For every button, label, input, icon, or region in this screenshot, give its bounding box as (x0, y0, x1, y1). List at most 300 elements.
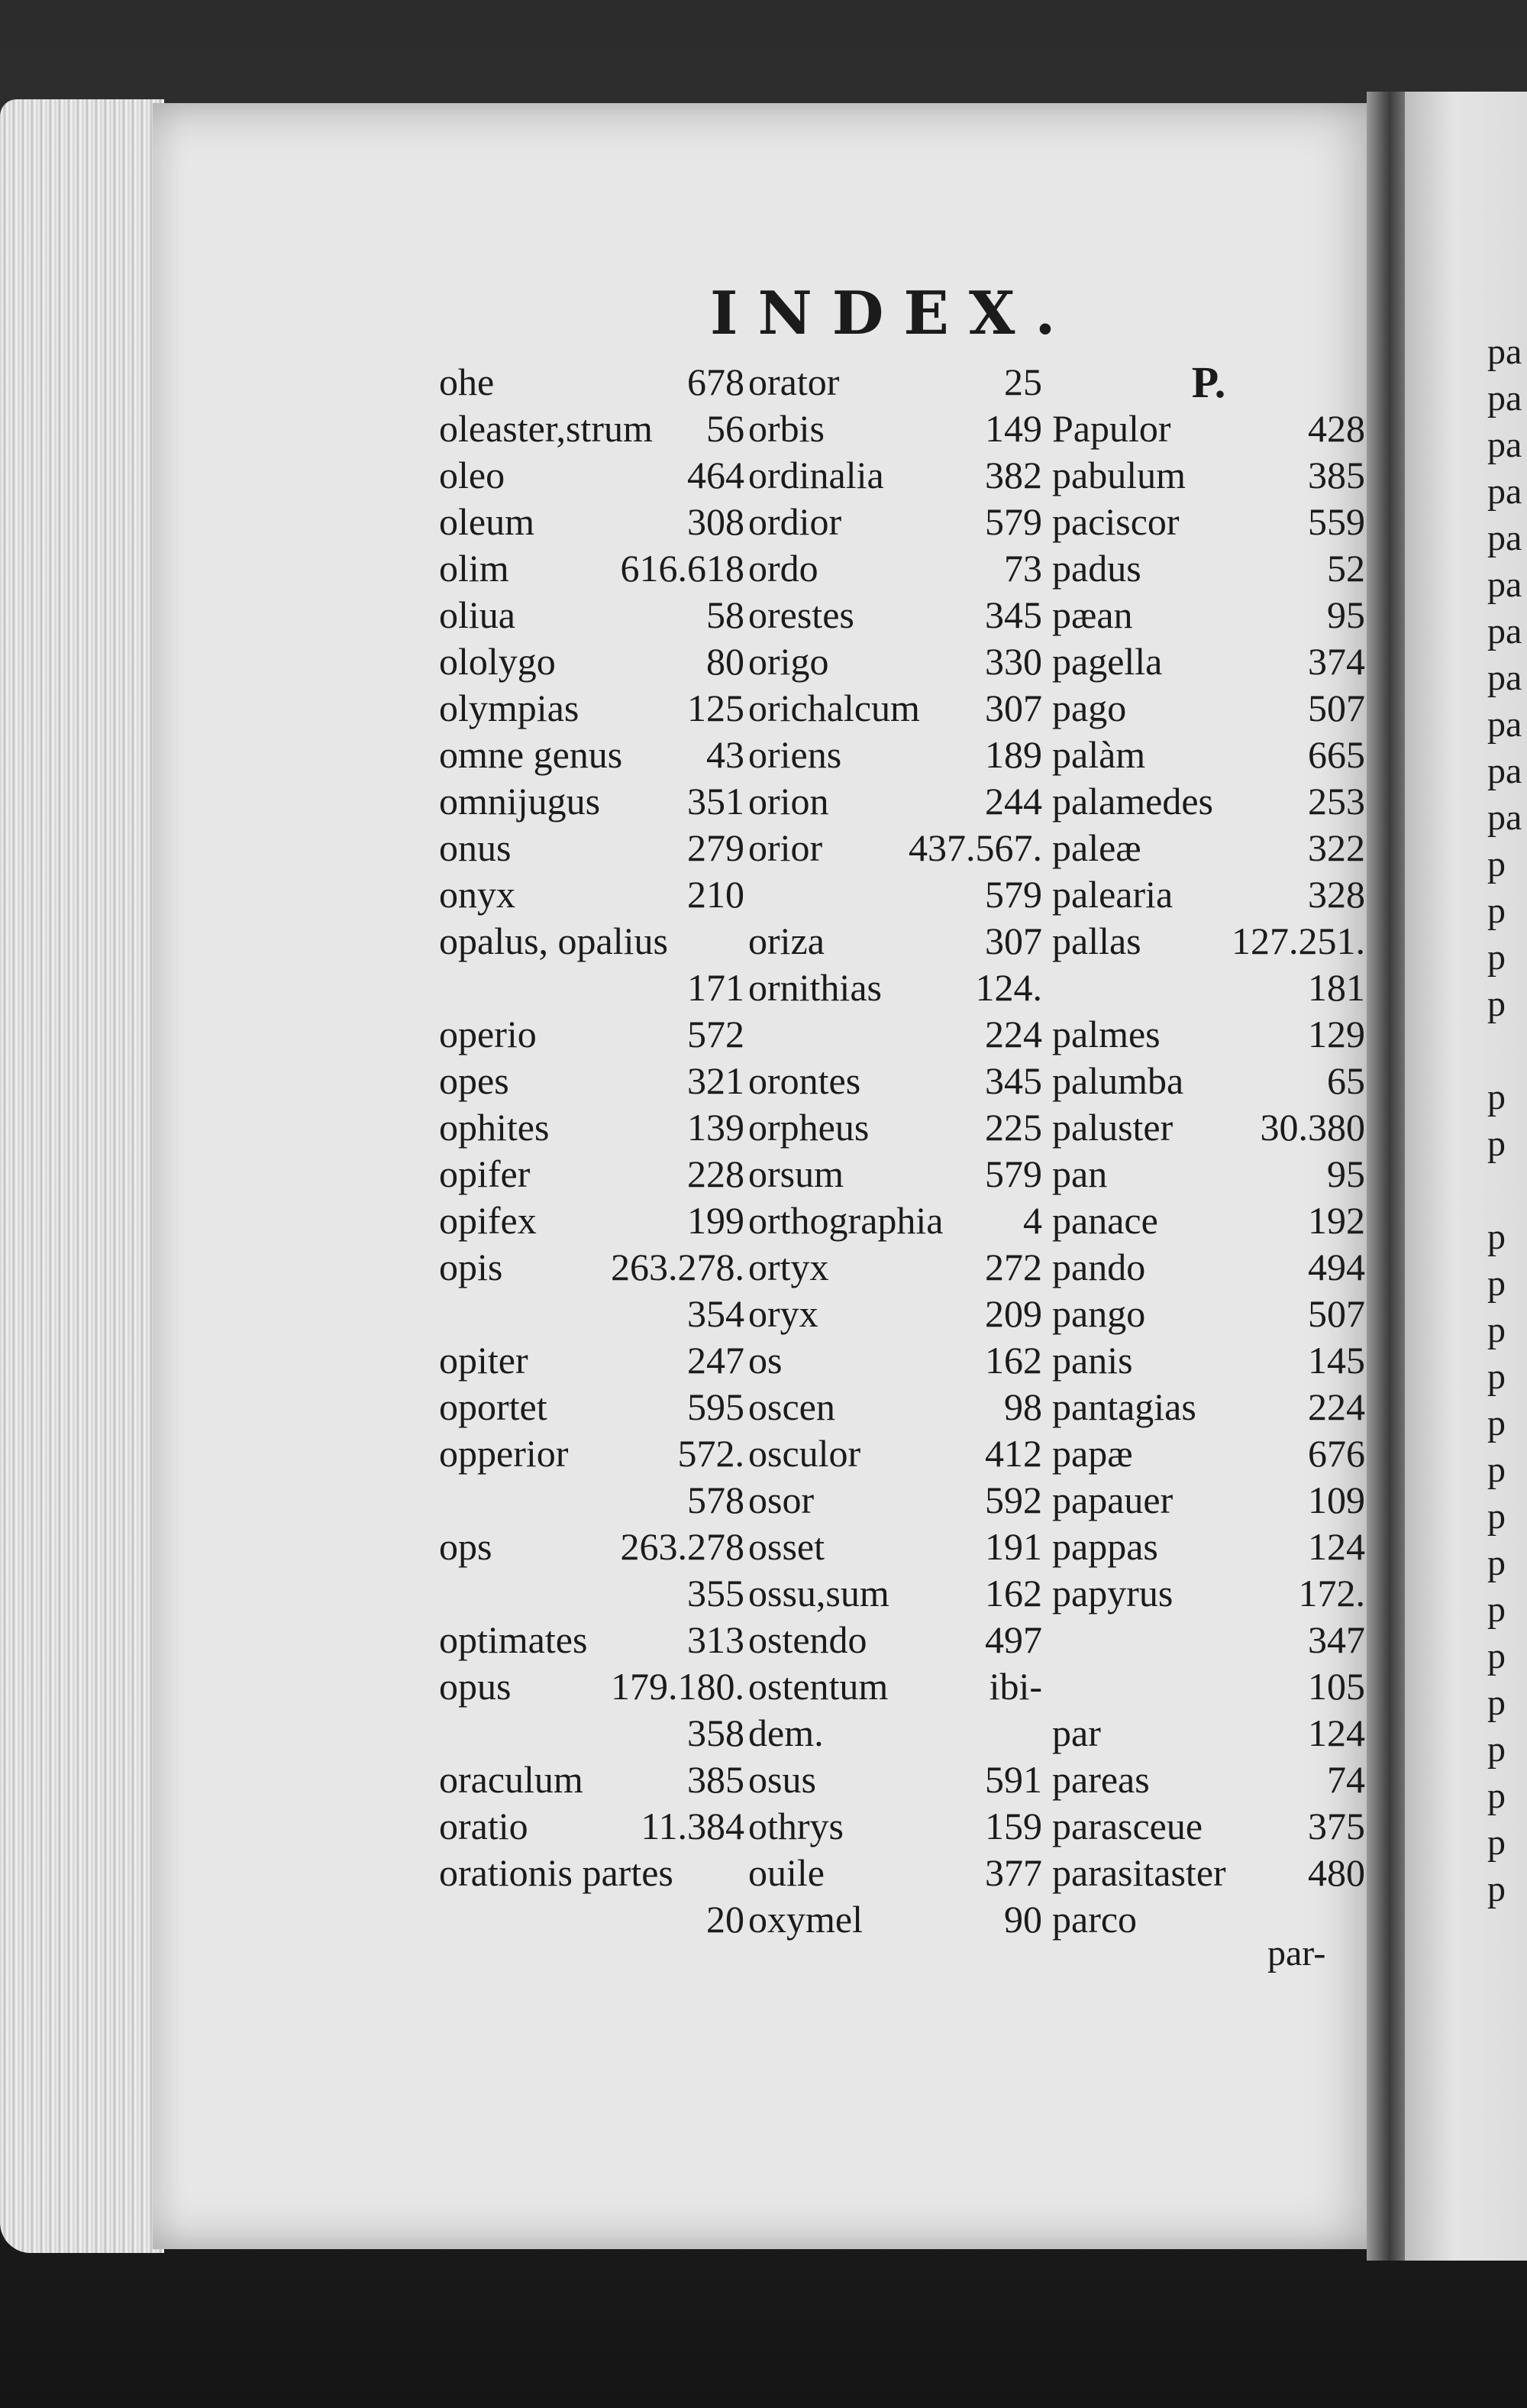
page-reference: 494 (1308, 1246, 1365, 1288)
facing-page-fragment: pa (1487, 658, 1522, 698)
index-entry (1052, 825, 1365, 871)
index-term: onyx (439, 873, 515, 916)
page-reference: 20 (706, 1898, 744, 1941)
facing-page-fragment: p (1487, 844, 1506, 884)
page-reference: 58 (706, 593, 744, 636)
index-entry (439, 965, 744, 1011)
index-term: palàm (1052, 733, 1146, 776)
index-term: oraculum (439, 1758, 583, 1801)
page-reference: 224 (1308, 1385, 1365, 1428)
facing-page-fragment: p (1487, 1450, 1506, 1490)
facing-page-fragment: pa (1487, 751, 1522, 791)
index-term: orestes (748, 593, 854, 636)
facing-page-fragment (1487, 1027, 1527, 1074)
index-entry (1052, 1244, 1365, 1291)
page-reference: 192 (1308, 1199, 1365, 1242)
index-entry (748, 1198, 1042, 1244)
page-reference: 497 (985, 1618, 1042, 1661)
facing-page-fragment: p (1487, 890, 1506, 931)
index-term: opalus, opalius (439, 920, 668, 962)
page-reference: 328 (1308, 873, 1365, 916)
index-entry (1052, 1337, 1365, 1384)
index-entry (439, 732, 744, 778)
page-reference: 345 (985, 1059, 1042, 1102)
page-reference: 313 (687, 1618, 744, 1661)
facing-page-fragment: p (1487, 1729, 1506, 1770)
page-reference: ibi- (989, 1665, 1042, 1708)
index-term: ordinalia (748, 454, 884, 496)
page-reference: 382 (985, 454, 1042, 496)
index-term: palumba (1052, 1059, 1184, 1102)
index-entry (439, 1151, 744, 1198)
index-term: pappas (1052, 1525, 1158, 1568)
index-term: ordior (748, 500, 842, 543)
index-entry (1052, 1803, 1365, 1850)
index-term: opus (439, 1665, 512, 1708)
page-reference: 191 (985, 1525, 1042, 1568)
index-term: osus (748, 1758, 816, 1801)
index-term: oryx (748, 1292, 818, 1335)
index-entry (748, 1151, 1042, 1198)
index-term: orsum (748, 1152, 844, 1195)
index-term: ololygo (439, 640, 556, 683)
index-entry (748, 825, 1042, 871)
page-reference: 375 (1308, 1805, 1365, 1847)
index-entry (439, 871, 744, 918)
page-reference: 322 (1308, 826, 1365, 869)
index-entry (748, 1384, 1042, 1430)
index-entry (439, 1896, 744, 1943)
index-term: ouile (748, 1851, 825, 1894)
page-reference: 676 (1308, 1432, 1365, 1475)
page-reference: 678 (687, 360, 744, 403)
page-reference: 199 (687, 1199, 744, 1242)
index-term: pando (1052, 1246, 1146, 1288)
index-entry (439, 1244, 744, 1291)
index-entry (1052, 638, 1365, 685)
index-entry (439, 1011, 744, 1058)
facing-page-fragment: p (1487, 1403, 1506, 1443)
facing-page-fragment: pa (1487, 331, 1522, 372)
index-term: panace (1052, 1199, 1158, 1242)
index-term: opperior (439, 1432, 569, 1475)
page-reference: 354 (687, 1292, 744, 1335)
page-reference: 125 (687, 687, 744, 729)
index-term: orpheus (748, 1106, 870, 1149)
index-entry (748, 1710, 1042, 1757)
facing-page-fragment: p (1487, 1776, 1506, 1816)
facing-page-fragment: p (1487, 1589, 1506, 1630)
index-entry (748, 1430, 1042, 1477)
page-reference: 80 (706, 640, 744, 683)
index-entry (748, 1896, 1042, 1943)
index-term: ostendo (748, 1618, 867, 1661)
index-entry (1052, 1058, 1365, 1104)
index-entry (748, 1757, 1042, 1803)
index-term: ohe (439, 360, 495, 403)
page-heading: INDEX. (710, 279, 1076, 348)
index-entry (439, 918, 744, 965)
facing-page-fragment: p (1487, 1636, 1506, 1676)
index-entry (439, 406, 744, 452)
page-reference: 263.278 (620, 1525, 744, 1568)
index-term: pago (1052, 687, 1127, 729)
index-entry (439, 1710, 744, 1757)
index-entry (748, 638, 1042, 685)
page-reference: 572 (687, 1013, 744, 1055)
index-entry (439, 825, 744, 871)
index-term: ophites (439, 1106, 550, 1149)
index-term: othrys (748, 1805, 844, 1847)
page-reference: 579 (985, 500, 1042, 543)
index-term: oxymel (748, 1898, 863, 1941)
index-entry (748, 592, 1042, 638)
index-term: papæ (1052, 1432, 1133, 1475)
page-reference: 209 (985, 1292, 1042, 1335)
index-entry (748, 1617, 1042, 1663)
index-entry (748, 452, 1042, 499)
index-term: ostentum (748, 1665, 889, 1708)
index-entry (748, 545, 1042, 592)
facing-page-fragment: p (1487, 1682, 1506, 1723)
index-term: operio (439, 1013, 537, 1055)
index-entry (748, 1104, 1042, 1151)
index-term: opifer (439, 1152, 531, 1195)
index-term: optimates (439, 1618, 588, 1661)
index-term: opiter (439, 1339, 528, 1382)
index-term: orontes (748, 1059, 861, 1102)
catchword: par- (1267, 1933, 1326, 1973)
page-reference: 591 (985, 1758, 1042, 1801)
index-entry (748, 778, 1042, 825)
page-reference: 95 (1327, 593, 1365, 636)
index-entry (748, 1570, 1042, 1617)
index-entry (439, 545, 744, 592)
page-reference: 25 (1004, 360, 1042, 403)
facing-page-fragment: p (1487, 1822, 1506, 1863)
page-reference: 428 (1308, 407, 1365, 450)
facing-page-fragment: p (1487, 1496, 1506, 1537)
index-entry (748, 1850, 1042, 1896)
index-term: os (748, 1339, 783, 1382)
index-entry (1052, 1430, 1365, 1477)
index-entry (439, 1430, 744, 1477)
page-reference: 90 (1004, 1898, 1042, 1941)
index-entry (748, 918, 1042, 965)
index-entry (1052, 1524, 1365, 1570)
index-term: palmes (1052, 1013, 1161, 1055)
page-reference: 578 (687, 1479, 744, 1521)
index-entry (1052, 1384, 1365, 1430)
index-term: padus (1052, 547, 1141, 590)
page-reference: 351 (687, 780, 744, 823)
facing-page-fragment: pa (1487, 518, 1522, 558)
facing-page-fragment: p (1487, 1217, 1506, 1257)
index-entry (1052, 1850, 1365, 1896)
page-reference: 210 (687, 873, 744, 916)
index-entry (1052, 545, 1365, 592)
facing-page-fragment: p (1487, 1123, 1506, 1164)
index-term: oriza (748, 920, 825, 962)
index-term: origo (748, 640, 829, 683)
page-reference: 162 (985, 1572, 1042, 1614)
page-reference: 4 (1023, 1199, 1042, 1242)
page-reference: 129 (1308, 1013, 1365, 1055)
page-reference: 145 (1308, 1339, 1365, 1382)
index-entry (439, 1104, 744, 1151)
index-entry (748, 1524, 1042, 1570)
index-entry (1052, 732, 1365, 778)
index-entry (748, 732, 1042, 778)
facing-page-fragment: p (1487, 1869, 1506, 1909)
index-term: opes (439, 1059, 509, 1102)
index-entry (1052, 1104, 1365, 1151)
index-term: orationis partes (439, 1851, 673, 1894)
facing-page-fragment (1487, 1167, 1527, 1214)
index-entry (1052, 1617, 1365, 1663)
section-letter: P. (1191, 357, 1226, 407)
index-term: Papulor (1052, 407, 1171, 450)
index-term: palamedes (1052, 780, 1214, 823)
page-reference: 507 (1308, 1292, 1365, 1335)
page-reference: 437.567. (909, 826, 1042, 869)
index-term: orthographia (748, 1199, 944, 1242)
index-entry (1052, 778, 1365, 825)
index-term: omnijugus (439, 780, 601, 823)
index-term: omne genus (439, 733, 623, 776)
page-reference: 56 (706, 407, 744, 450)
index-entry (1052, 1291, 1365, 1337)
index-term: pan (1052, 1152, 1108, 1195)
index-entry (748, 871, 1042, 918)
page-reference: 307 (985, 920, 1042, 962)
page-reference: 374 (1308, 640, 1365, 683)
page-reference: 98 (1004, 1385, 1042, 1428)
page-reference: 65 (1327, 1059, 1365, 1102)
index-entry (1052, 918, 1365, 965)
index-term: oleum (439, 500, 534, 543)
index-entry (748, 359, 1042, 406)
page-reference: 385 (1308, 454, 1365, 496)
page-reference: 616.618 (620, 547, 744, 590)
facing-page-fragment: p (1487, 1310, 1506, 1350)
index-entry (748, 1058, 1042, 1104)
page-reference: 172. (1298, 1572, 1365, 1614)
page-reference: 279 (687, 826, 744, 869)
index-term: oscen (748, 1385, 835, 1428)
index-entry (748, 1291, 1042, 1337)
index-entry (439, 1198, 744, 1244)
facing-page-fragment: pa (1487, 797, 1522, 838)
index-term: paluster (1052, 1106, 1173, 1149)
index-term: orion (748, 780, 829, 823)
page-reference: 52 (1327, 547, 1365, 590)
page-reference: 412 (985, 1432, 1042, 1475)
index-entry (439, 1617, 744, 1663)
page-reference: 307 (985, 687, 1042, 729)
index-entry (748, 1337, 1042, 1384)
facing-page-fragment: p (1487, 937, 1506, 978)
index-entry (439, 685, 744, 732)
index-term: ossu,sum (748, 1572, 889, 1614)
page-reference: 595 (687, 1385, 744, 1428)
index-column-middle (748, 359, 1042, 1943)
index-entry (439, 592, 744, 638)
index-term: orbis (748, 407, 825, 450)
page-reference: 507 (1308, 687, 1365, 729)
page-reference: 559 (1308, 500, 1365, 543)
page-reference: 43 (706, 733, 744, 776)
index-term: papyrus (1052, 1572, 1173, 1614)
index-term: oleaster,strum (439, 407, 653, 450)
page-reference: 665 (1308, 733, 1365, 776)
index-term: olim (439, 547, 509, 590)
index-term: orior (748, 826, 823, 869)
index-entry (1052, 499, 1365, 545)
page-reference: 321 (687, 1059, 744, 1102)
page-reference: 272 (985, 1246, 1042, 1288)
page-reference: 105 (1308, 1665, 1365, 1708)
page-reference: 224 (985, 1013, 1042, 1055)
index-entry (748, 406, 1042, 452)
index-entry (439, 1570, 744, 1617)
index-entry (1052, 1663, 1365, 1710)
page-reference: 11.384 (641, 1805, 744, 1847)
index-term: ordo (748, 547, 818, 590)
page-reference: 127.251. (1232, 920, 1365, 962)
facing-page-fragment: p (1487, 1077, 1506, 1117)
index-entry (439, 1291, 744, 1337)
page-reference: 124 (1308, 1711, 1365, 1754)
facing-page-fragment: pa (1487, 564, 1522, 605)
page-reference: 189 (985, 733, 1042, 776)
page-reference: 124. (975, 966, 1042, 1009)
index-term: pagella (1052, 640, 1163, 683)
index-entry (439, 1757, 744, 1803)
index-entry (1052, 406, 1365, 452)
page-reference: 244 (985, 780, 1042, 823)
index-entry (748, 965, 1042, 1011)
index-term: par (1052, 1711, 1101, 1754)
page-reference: 139 (687, 1106, 744, 1149)
index-entry (748, 1244, 1042, 1291)
index-entry (1052, 592, 1365, 638)
page-reference: 263.278. (611, 1246, 744, 1288)
index-term: opifex (439, 1199, 537, 1242)
index-term: pango (1052, 1292, 1146, 1335)
index-term: osculor (748, 1432, 861, 1475)
index-term: oratio (439, 1805, 528, 1847)
page-reference: 162 (985, 1339, 1042, 1382)
index-term: pallas (1052, 920, 1141, 962)
index-term: paciscor (1052, 500, 1180, 543)
index-entry (748, 1803, 1042, 1850)
page-reference: 355 (687, 1572, 744, 1614)
page-reference: 228 (687, 1152, 744, 1195)
index-term: parasceue (1052, 1805, 1203, 1847)
index-term: dem. (748, 1711, 824, 1754)
index-term: osor (748, 1479, 815, 1521)
page-reference: 480 (1308, 1851, 1365, 1894)
index-entry (439, 778, 744, 825)
page-reference: 358 (687, 1711, 744, 1754)
index-term: pabulum (1052, 454, 1186, 496)
index-term: oriens (748, 733, 842, 776)
facing-page-fragment: p (1487, 1543, 1506, 1583)
page-reference: 73 (1004, 547, 1042, 590)
index-entry (1052, 965, 1365, 1011)
index-entry (439, 1477, 744, 1524)
page-reference: 159 (985, 1805, 1042, 1847)
index-entry (439, 1384, 744, 1430)
facing-page-fragment: pa (1487, 611, 1522, 651)
index-term: ops (439, 1525, 492, 1568)
index-entry (439, 1803, 744, 1850)
page-reference: 464 (687, 454, 744, 496)
index-entry (1052, 1757, 1365, 1803)
index-entry (1052, 1710, 1365, 1757)
index-entry (439, 499, 744, 545)
index-term: panis (1052, 1339, 1133, 1382)
page-reference: 308 (687, 500, 744, 543)
index-entry (1052, 685, 1365, 732)
page-reference: 347 (1308, 1618, 1365, 1661)
index-entry (748, 685, 1042, 732)
index-entry (748, 1011, 1042, 1058)
page-reference: 124 (1308, 1525, 1365, 1568)
index-term: oportet (439, 1385, 547, 1428)
page-reference: 95 (1327, 1152, 1365, 1195)
index-entry (748, 1477, 1042, 1524)
page-reference: 225 (985, 1106, 1042, 1149)
page-reference: 253 (1308, 780, 1365, 823)
facing-page-fragments (1487, 328, 1527, 1912)
index-term: osset (748, 1525, 825, 1568)
index-term: papauer (1052, 1479, 1173, 1521)
index-column-left (439, 359, 744, 1943)
index-entry (748, 499, 1042, 545)
index-term: orichalcum (748, 687, 920, 729)
index-column-right (1052, 359, 1365, 1943)
page-reference: 109 (1308, 1479, 1365, 1521)
index-entry (439, 1663, 744, 1710)
index-entry (1052, 871, 1365, 918)
page-reference: 74 (1327, 1758, 1365, 1801)
index-entry (439, 1058, 744, 1104)
index-term: oliua (439, 593, 515, 636)
page-reference: 179.180. (611, 1665, 744, 1708)
facing-page-fragment: p (1487, 1356, 1506, 1397)
page-reference: 330 (985, 640, 1042, 683)
facing-page-fragment: pa (1487, 425, 1522, 465)
index-term: olympias (439, 687, 579, 729)
index-entry (1052, 1477, 1365, 1524)
index-term: pæan (1052, 593, 1133, 636)
index-entry (439, 1524, 744, 1570)
index-entry (439, 1850, 744, 1896)
page-reference: 247 (687, 1339, 744, 1382)
facing-page-fragment: p (1487, 984, 1506, 1024)
facing-page-fragment: p (1487, 1263, 1506, 1304)
index-entry (439, 1337, 744, 1384)
page-reference: 592 (985, 1479, 1042, 1521)
index-term: oleo (439, 454, 505, 496)
book-fore-edge (0, 99, 164, 2253)
page-reference: 572. (677, 1432, 744, 1475)
index-entry (748, 1663, 1042, 1710)
page-reference: 377 (985, 1851, 1042, 1894)
index-term: pantagias (1052, 1385, 1196, 1428)
